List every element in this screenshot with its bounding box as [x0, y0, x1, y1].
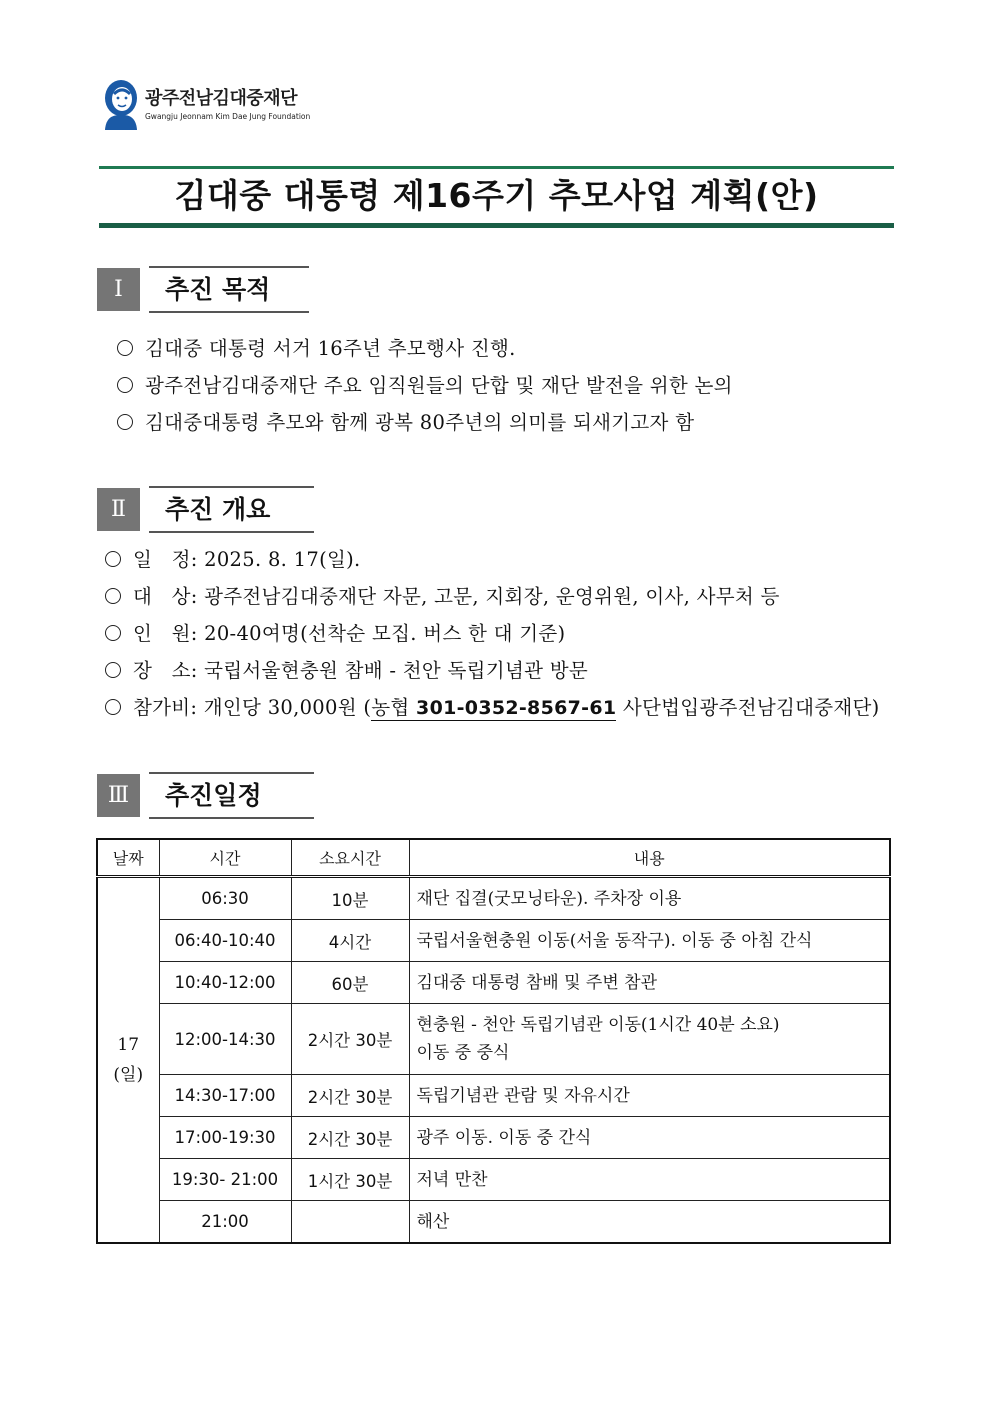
section-header-purpose	[97, 266, 317, 316]
list-item: 인 원: 20-40여명(선착순 모집. 버스 한 대 기준)	[105, 615, 880, 652]
table-row: 10:40-12:00 60분 김대중 대통령 참배 및 주변 참관	[97, 962, 890, 1004]
section-number: Ⅰ	[97, 268, 140, 311]
section-title: 추진일정	[165, 781, 262, 810]
purpose-list	[117, 330, 733, 441]
logo-name-korean: 광주전남김대중재단	[145, 88, 297, 109]
logo-name-english: Gwangju Jeonnam Kim Dae Jung Foundation	[145, 112, 311, 121]
table-row: 06:40-10:40 4시간 국립서울현충원 이동(서울 동작구). 이동 중 아침 간식	[97, 920, 890, 962]
list-item: 김대중대통령 추모와 함께 광복 80주년의 의미를 되새기고자 함	[117, 404, 733, 441]
section-rule-bottom	[149, 311, 309, 313]
circle-bullet-icon	[105, 551, 121, 567]
list-item: 김대중 대통령 서거 16주년 추모행사 진행.	[117, 330, 733, 367]
section-number: Ⅲ	[97, 774, 140, 817]
section-number: Ⅱ	[97, 488, 140, 531]
list-item: 광주전남김대중재단 주요 임직원들의 단합 및 재단 발전을 위한 논의	[117, 367, 733, 404]
list-item: 대 상: 광주전남김대중재단 자문, 고문, 지회장, 운영위원, 이사, 사무처 등	[105, 578, 880, 615]
table-row: 14:30-17:00 2시간 30분 독립기념관 관람 및 자유시간	[97, 1075, 890, 1117]
circle-bullet-icon	[117, 414, 133, 430]
section-header-schedule	[97, 772, 317, 822]
section-title: 추진 목적	[165, 275, 271, 304]
table-row: 12:00-14:30 2시간 30분 현충원 - 천안 독립기념관 이동(1시간 40분 소요) 이동 중 중식	[97, 1004, 890, 1075]
header-time: 시간	[159, 839, 291, 877]
bank-account: 농협 301-0352-8567-61	[371, 696, 617, 719]
overview-list	[105, 541, 880, 726]
table-row: 17 (일) 06:30 10분 재단 집결(굿모닝타운). 주차장 이용	[97, 877, 890, 920]
table-row: 17:00-19:30 2시간 30분 광주 이동. 이동 중 간식	[97, 1117, 890, 1159]
circle-bullet-icon	[117, 340, 133, 356]
document-title: 김대중 대통령 제16주기 추모사업 계획(안)	[174, 176, 819, 215]
title-top-rule	[99, 166, 894, 169]
circle-bullet-icon	[105, 662, 121, 678]
schedule-table	[96, 838, 891, 1244]
table-header-row	[97, 839, 890, 877]
table-row: 19:30- 21:00 1시간 30분 저녁 만찬	[97, 1159, 890, 1201]
section-rule-bottom	[149, 531, 314, 533]
date-cell: 17 (일)	[97, 877, 159, 1244]
portrait-logo-icon	[102, 78, 140, 130]
title-bottom-rule	[99, 223, 894, 228]
header-date: 날짜	[97, 839, 159, 877]
table-row: 21:00 해산	[97, 1201, 890, 1244]
header-duration: 소요시간	[291, 839, 409, 877]
circle-bullet-icon	[105, 588, 121, 604]
section-header-overview	[97, 486, 317, 536]
list-item: 장 소: 국립서울현충원 참배 - 천안 독립기념관 방문	[105, 652, 880, 689]
header-content: 내용	[409, 839, 890, 877]
circle-bullet-icon	[105, 699, 121, 715]
section-rule-top	[149, 772, 314, 774]
section-rule-top	[149, 486, 314, 488]
section-rule-top	[149, 266, 309, 268]
circle-bullet-icon	[117, 377, 133, 393]
account-number: 301-0352-8567-61	[416, 697, 617, 719]
foundation-logo	[102, 78, 322, 130]
section-rule-bottom	[149, 817, 314, 819]
circle-bullet-icon	[105, 625, 121, 641]
list-item: 일 정: 2025. 8. 17(일).	[105, 541, 880, 578]
list-item: 참가비: 개인당 30,000원 (농협 301-0352-8567-61 사단법입광주전남김대중재단)	[105, 689, 880, 726]
section-title: 추진 개요	[165, 495, 271, 524]
